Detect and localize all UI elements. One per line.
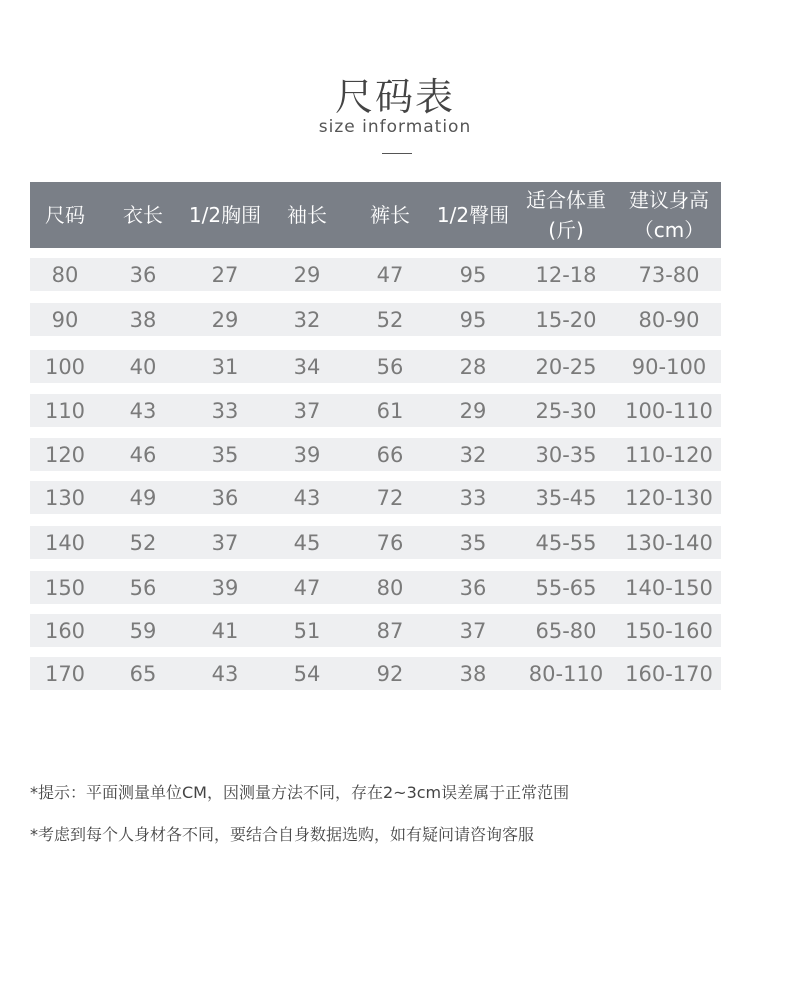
table-row — [30, 303, 721, 336]
cell-pants-length: 56 — [376, 354, 404, 379]
page-subtitle: size information — [318, 117, 472, 137]
cell-height: 130-140 — [625, 530, 713, 555]
table-row — [30, 394, 721, 427]
cell-half-hip: 36 — [459, 575, 487, 600]
table-row — [30, 614, 721, 647]
table-row — [30, 657, 721, 690]
cell-half-chest: 33 — [211, 398, 239, 423]
cell-height: 120-130 — [625, 485, 713, 510]
table-row — [30, 350, 721, 383]
cell-sleeve: 34 — [293, 354, 321, 379]
header-pants-length: 裤长 — [370, 203, 410, 227]
cell-weight: 35-45 — [535, 485, 597, 510]
cell-half-hip: 32 — [459, 442, 487, 467]
cell-weight: 80-110 — [528, 661, 604, 686]
cell-half-hip: 28 — [459, 354, 487, 379]
cell-length: 59 — [129, 618, 157, 643]
cell-sleeve: 32 — [293, 307, 321, 332]
cell-pants-length: 72 — [376, 485, 404, 510]
note-measurement: *提示：平面测量单位CM，因测量方法不同，存在2~3cm误差属于正常范围 — [30, 783, 570, 802]
cell-size: 130 — [44, 485, 86, 510]
cell-half-chest: 37 — [211, 530, 239, 555]
cell-size: 140 — [44, 530, 86, 555]
cell-half-chest: 43 — [211, 661, 239, 686]
header-length: 衣长 — [123, 203, 163, 227]
cell-sleeve: 51 — [293, 618, 321, 643]
cell-weight: 12-18 — [535, 262, 597, 287]
cell-size: 170 — [44, 661, 86, 686]
cell-pants-length: 76 — [376, 530, 404, 555]
cell-size: 150 — [44, 575, 86, 600]
cell-size: 100 — [44, 354, 86, 379]
table-row — [30, 481, 721, 514]
cell-pants-length: 47 — [376, 262, 404, 287]
cell-length: 52 — [129, 530, 157, 555]
note-advice: *考虑到每个人身材各不同，要结合自身数据选购，如有疑问请咨询客服 — [30, 825, 535, 844]
cell-weight: 45-55 — [535, 530, 597, 555]
cell-half-chest: 36 — [211, 485, 239, 510]
table-row — [30, 438, 721, 471]
table-row — [30, 571, 721, 604]
cell-size: 160 — [44, 618, 86, 643]
page-title: 尺码表 — [334, 75, 455, 119]
cell-sleeve: 29 — [293, 262, 321, 287]
title-divider — [382, 153, 412, 154]
table-row — [30, 258, 721, 291]
header-size: 尺码 — [45, 203, 85, 227]
cell-pants-length: 52 — [376, 307, 404, 332]
cell-pants-length: 66 — [376, 442, 404, 467]
cell-half-hip: 37 — [459, 618, 487, 643]
cell-weight: 25-30 — [535, 398, 597, 423]
header-half-hip: 1/2臀围 — [436, 203, 510, 227]
cell-length: 43 — [129, 398, 157, 423]
table-row — [30, 526, 721, 559]
cell-length: 46 — [129, 442, 157, 467]
cell-length: 40 — [129, 354, 157, 379]
cell-size: 110 — [44, 398, 86, 423]
cell-height: 160-170 — [625, 661, 713, 686]
cell-pants-length: 80 — [376, 575, 404, 600]
cell-pants-length: 92 — [376, 661, 404, 686]
cell-sleeve: 37 — [293, 398, 321, 423]
cell-height: 110-120 — [625, 442, 713, 467]
cell-half-hip: 38 — [459, 661, 487, 686]
cell-half-hip: 95 — [459, 307, 487, 332]
cell-sleeve: 43 — [293, 485, 321, 510]
cell-length: 56 — [129, 575, 157, 600]
cell-size: 120 — [44, 442, 86, 467]
cell-half-hip: 29 — [459, 398, 487, 423]
cell-half-chest: 35 — [211, 442, 239, 467]
header-weight: 适合体重 (斤) — [526, 188, 606, 242]
cell-weight: 30-35 — [535, 442, 597, 467]
cell-weight: 20-25 — [535, 354, 597, 379]
cell-pants-length: 61 — [376, 398, 404, 423]
cell-height: 140-150 — [625, 575, 713, 600]
cell-sleeve: 39 — [293, 442, 321, 467]
cell-half-chest: 39 — [211, 575, 239, 600]
cell-sleeve: 47 — [293, 575, 321, 600]
cell-half-chest: 29 — [211, 307, 239, 332]
cell-height: 80-90 — [638, 307, 700, 332]
cell-half-hip: 35 — [459, 530, 487, 555]
cell-length: 36 — [129, 262, 157, 287]
header-sleeve: 袖长 — [287, 203, 327, 227]
cell-half-hip: 33 — [459, 485, 487, 510]
cell-length: 38 — [129, 307, 157, 332]
cell-height: 90-100 — [631, 354, 707, 379]
table-header — [30, 182, 721, 248]
cell-half-chest: 27 — [211, 262, 239, 287]
header-half-chest: 1/2胸围 — [188, 203, 262, 227]
cell-length: 49 — [129, 485, 157, 510]
cell-height: 150-160 — [625, 618, 713, 643]
cell-half-chest: 41 — [211, 618, 239, 643]
cell-sleeve: 45 — [293, 530, 321, 555]
cell-height: 100-110 — [625, 398, 713, 423]
header-height: 建议身高 （cm） — [629, 188, 709, 242]
cell-half-chest: 31 — [211, 354, 239, 379]
cell-length: 65 — [129, 661, 157, 686]
cell-weight: 65-80 — [535, 618, 597, 643]
cell-weight: 55-65 — [535, 575, 597, 600]
cell-height: 73-80 — [638, 262, 700, 287]
cell-pants-length: 87 — [376, 618, 404, 643]
cell-size: 90 — [51, 307, 79, 332]
cell-size: 80 — [51, 262, 79, 287]
cell-sleeve: 54 — [293, 661, 321, 686]
cell-half-hip: 95 — [459, 262, 487, 287]
cell-weight: 15-20 — [535, 307, 597, 332]
